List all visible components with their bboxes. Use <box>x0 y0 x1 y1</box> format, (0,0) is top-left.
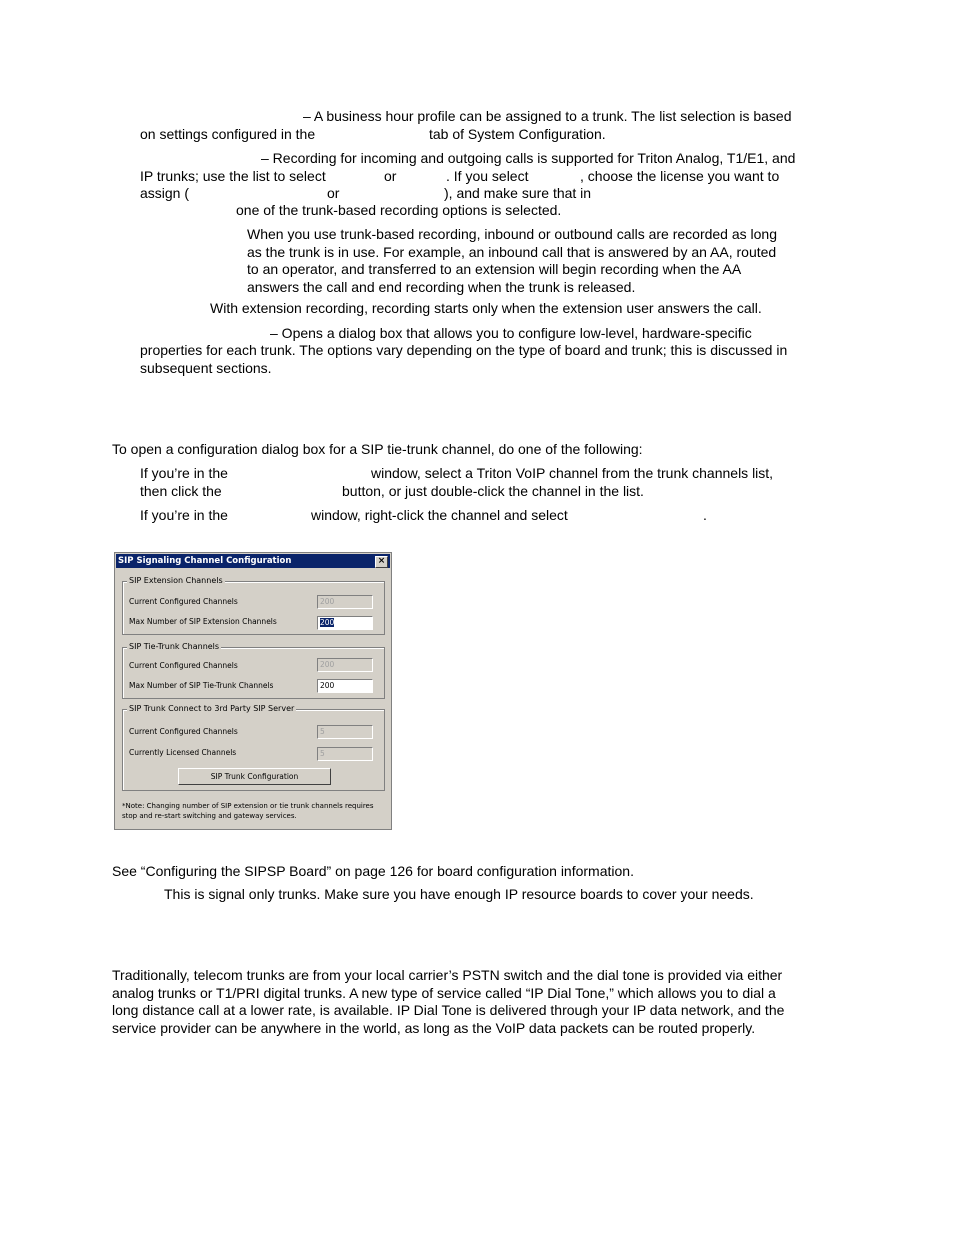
recording-text-3a: assign ( <box>140 185 190 201</box>
recording-text-3c: ), and make sure that in <box>444 185 592 201</box>
ext-max-value: 200 <box>320 618 335 627</box>
business-hour-text-3: tab of System Configuration. <box>429 126 606 142</box>
see-configuring-text: See “Configuring the SIPSP Board” on page 126 for board configuration information. <box>112 863 634 879</box>
recording-text-3b: or <box>327 185 340 201</box>
signal-only-note: This is signal only trunks. Make sure you have enough IP resource boards to cover your needs. <box>164 886 754 902</box>
group-sip-extension <box>122 576 385 635</box>
ext-max-label: Max Number of SIP Extension Channels <box>129 617 277 626</box>
ip-dial-tone-paragraph: Traditionally, telecom trunks are from your local carrier’s PSTN switch and the dial tone is provided via either analog trunks or T1/PRI digital trunks. A new type of service called “IP Dial Tone,” which allows you to dial a long distance call at a lower rate, is available. IP Dial Tone is delivered through your IP data network, and the service provider can be anywhere in the world, as long as the VoIP data packets can be routed properly. <box>112 967 785 1036</box>
advanced-text-1: – Opens a dialog box that allows you to configure low-level, hardware-specific <box>270 325 752 341</box>
bullet-1d: button, or just double-click the channel in the list. <box>342 483 644 499</box>
group-sip-tie-trunk <box>122 642 385 699</box>
sip-trunk-configuration-button[interactable]: SIP Trunk Configuration <box>178 768 331 785</box>
tie-max-label: Max Number of SIP Tie-Trunk Channels <box>129 681 274 690</box>
bullet-1b: window, select a Triton VoIP channel from the trunk channels list, <box>371 465 774 481</box>
recording-text-2a: IP trunks; use the list to select <box>140 168 326 184</box>
bullet-2a: If you’re in the <box>140 507 228 523</box>
business-hour-text-1: – A business hour profile can be assigned to a trunk. The list selection is based <box>303 108 792 124</box>
third-current-field: 5 <box>317 725 373 739</box>
recording-text-4: one of the trunk-based recording options is selected. <box>236 202 562 218</box>
note-trunk-recording: When you use trunk-based recording, inbound or outbound calls are recorded as long as the trunk is in use. For example, an inbound call that is answered by an AA, routed to an operator, and transferred to an extension will begin recording when the AA answers the call and end recording when the trunk is released. <box>247 226 777 295</box>
tie-max-field[interactable]: 200 <box>317 679 373 693</box>
recording-text-2b: or <box>384 168 397 184</box>
advanced-text-3: subsequent sections. <box>140 360 272 376</box>
close-icon[interactable]: × <box>375 556 388 568</box>
bullet-2b: window, right-click the channel and select <box>311 507 568 523</box>
recording-text-1: – Recording for incoming and outgoing calls is supported for Triton Analog, T1/E1, and <box>261 150 796 166</box>
group-sip-extension-label: SIP Extension Channels <box>129 576 223 585</box>
bullet-1a: If you’re in the <box>140 465 228 481</box>
dialog-title: SIP Signaling Channel Configuration × <box>116 554 390 568</box>
note-extension-recording: With extension recording, recording starts only when the extension user answers the call. <box>210 300 762 316</box>
group-sip-third-party <box>122 704 385 791</box>
ext-current-field: 200 <box>317 595 373 609</box>
third-current-label: Current Configured Channels <box>129 727 238 736</box>
sip-signaling-dialog <box>114 552 392 830</box>
group-sip-tie-trunk-label: SIP Tie-Trunk Channels <box>129 642 220 651</box>
business-hour-text-2: on settings configured in the <box>140 126 316 142</box>
recording-text-2c: . If you select <box>446 168 529 184</box>
group-sip-third-party-label: SIP Trunk Connect to 3rd Party SIP Server <box>129 704 295 713</box>
dialog-note: *Note: Changing number of SIP extension or tie trunk channels requires stop and re-start switching and gateway services. <box>122 802 374 820</box>
bullet-1c: then click the <box>140 483 222 499</box>
third-licensed-label: Currently Licensed Channels <box>129 748 237 757</box>
bullet-2c: . <box>703 507 707 523</box>
ext-current-label: Current Configured Channels <box>129 597 238 606</box>
tie-current-field: 200 <box>317 658 373 672</box>
third-licensed-field: 5 <box>317 747 373 761</box>
ext-max-field[interactable] <box>317 616 373 630</box>
recording-text-2d: , choose the license you want to <box>580 168 780 184</box>
advanced-text-2: properties for each trunk. The options vary depending on the type of board and trunk; this is discussed in <box>140 342 788 358</box>
tie-current-label: Current Configured Channels <box>129 661 238 670</box>
open-dialog-intro: To open a configuration dialog box for a SIP tie-trunk channel, do one of the following: <box>112 441 643 457</box>
